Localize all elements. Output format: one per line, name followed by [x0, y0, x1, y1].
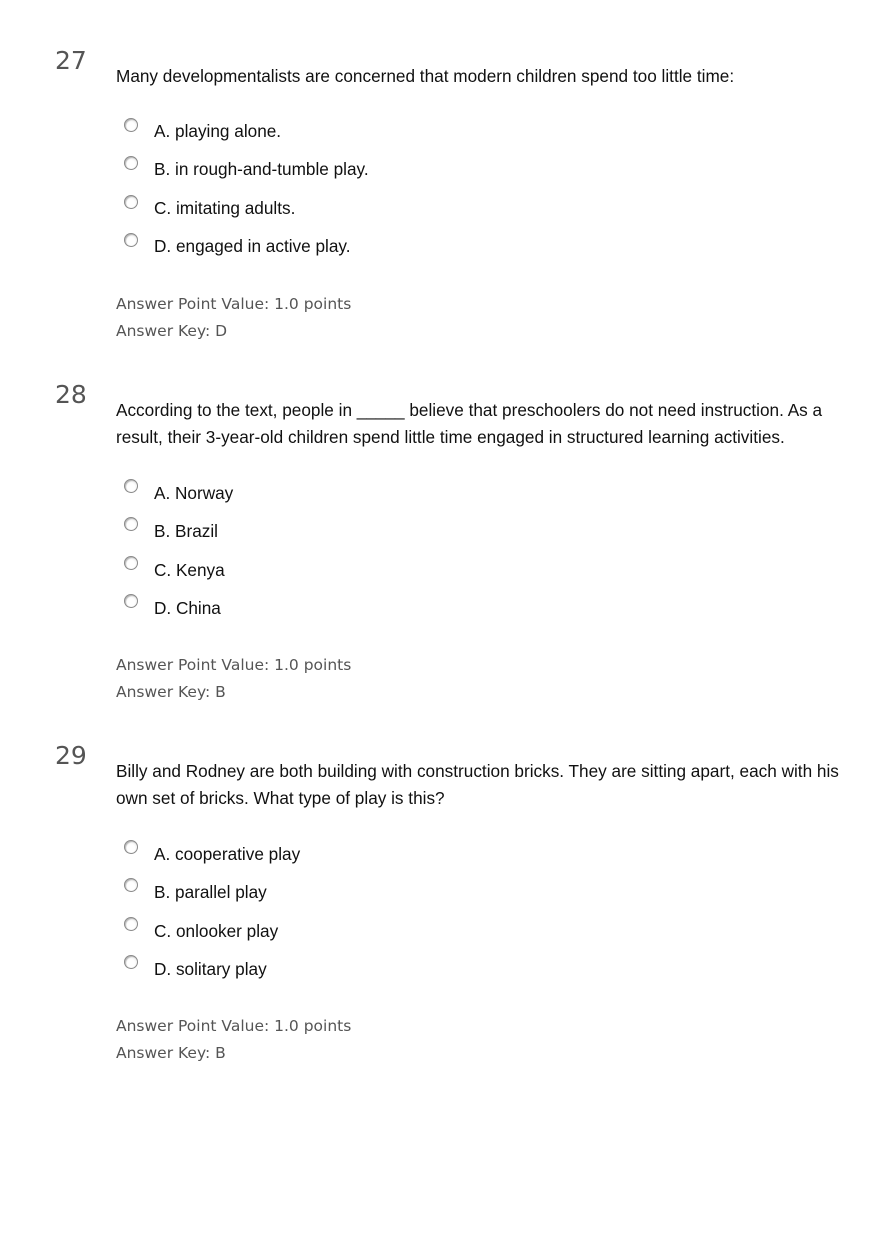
question-number: 29	[55, 741, 87, 770]
radio-button[interactable]	[124, 233, 138, 247]
radio-button[interactable]	[124, 556, 138, 570]
option-label: A. cooperative play	[154, 844, 301, 864]
answer-point-value: Answer Point Value: 1.0 points	[116, 656, 352, 674]
radio-button[interactable]	[124, 917, 138, 931]
question-number: 28	[55, 380, 87, 409]
question-text: Billy and Rodney are both building with construction bricks. They are sitting apart, each with his own set of bricks. What type of play is this?	[116, 761, 839, 808]
option-c[interactable]	[124, 917, 824, 947]
option-label: B. in rough-and-tumble play.	[154, 159, 369, 179]
option-label: A. playing alone.	[154, 121, 282, 141]
radio-button[interactable]	[124, 594, 138, 608]
option-d[interactable]	[124, 594, 824, 624]
option-d[interactable]	[124, 233, 824, 263]
option-label: D. China	[154, 598, 221, 618]
radio-button[interactable]	[124, 156, 138, 170]
radio-button[interactable]	[124, 195, 138, 209]
radio-button[interactable]	[124, 840, 138, 854]
option-a[interactable]	[124, 840, 824, 870]
radio-button[interactable]	[124, 878, 138, 892]
question-text: According to the text, people in _____ believe that preschoolers do not need instruction. As a result, their 3-year-old children spend little time engaged in structured learning activities.	[116, 400, 823, 447]
answer-key: Answer Key: D	[116, 322, 228, 340]
option-b[interactable]	[124, 517, 824, 547]
option-b[interactable]	[124, 878, 824, 908]
option-label: B. parallel play	[154, 882, 267, 902]
option-label: A. Norway	[154, 483, 234, 503]
option-d[interactable]	[124, 955, 824, 985]
option-label: D. solitary play	[154, 959, 267, 979]
option-a[interactable]	[124, 118, 824, 148]
question-number: 27	[55, 46, 87, 75]
answer-point-value: Answer Point Value: 1.0 points	[116, 1017, 352, 1035]
option-c[interactable]	[124, 195, 824, 225]
option-label: C. onlooker play	[154, 921, 279, 941]
option-a[interactable]	[124, 479, 824, 509]
answer-key: Answer Key: B	[116, 1044, 226, 1062]
option-b[interactable]	[124, 156, 824, 186]
option-label: D. engaged in active play.	[154, 236, 351, 256]
radio-button[interactable]	[124, 517, 138, 531]
answer-key: Answer Key: B	[116, 683, 226, 701]
option-label: C. Kenya	[154, 560, 225, 580]
radio-button[interactable]	[124, 955, 138, 969]
option-label: C. imitating adults.	[154, 198, 296, 218]
answer-point-value: Answer Point Value: 1.0 points	[116, 295, 352, 313]
radio-button[interactable]	[124, 118, 138, 132]
radio-button[interactable]	[124, 479, 138, 493]
option-c[interactable]	[124, 556, 824, 586]
question-text: Many developmentalists are concerned that modern children spend too little time:	[116, 66, 735, 86]
option-label: B. Brazil	[154, 521, 218, 541]
